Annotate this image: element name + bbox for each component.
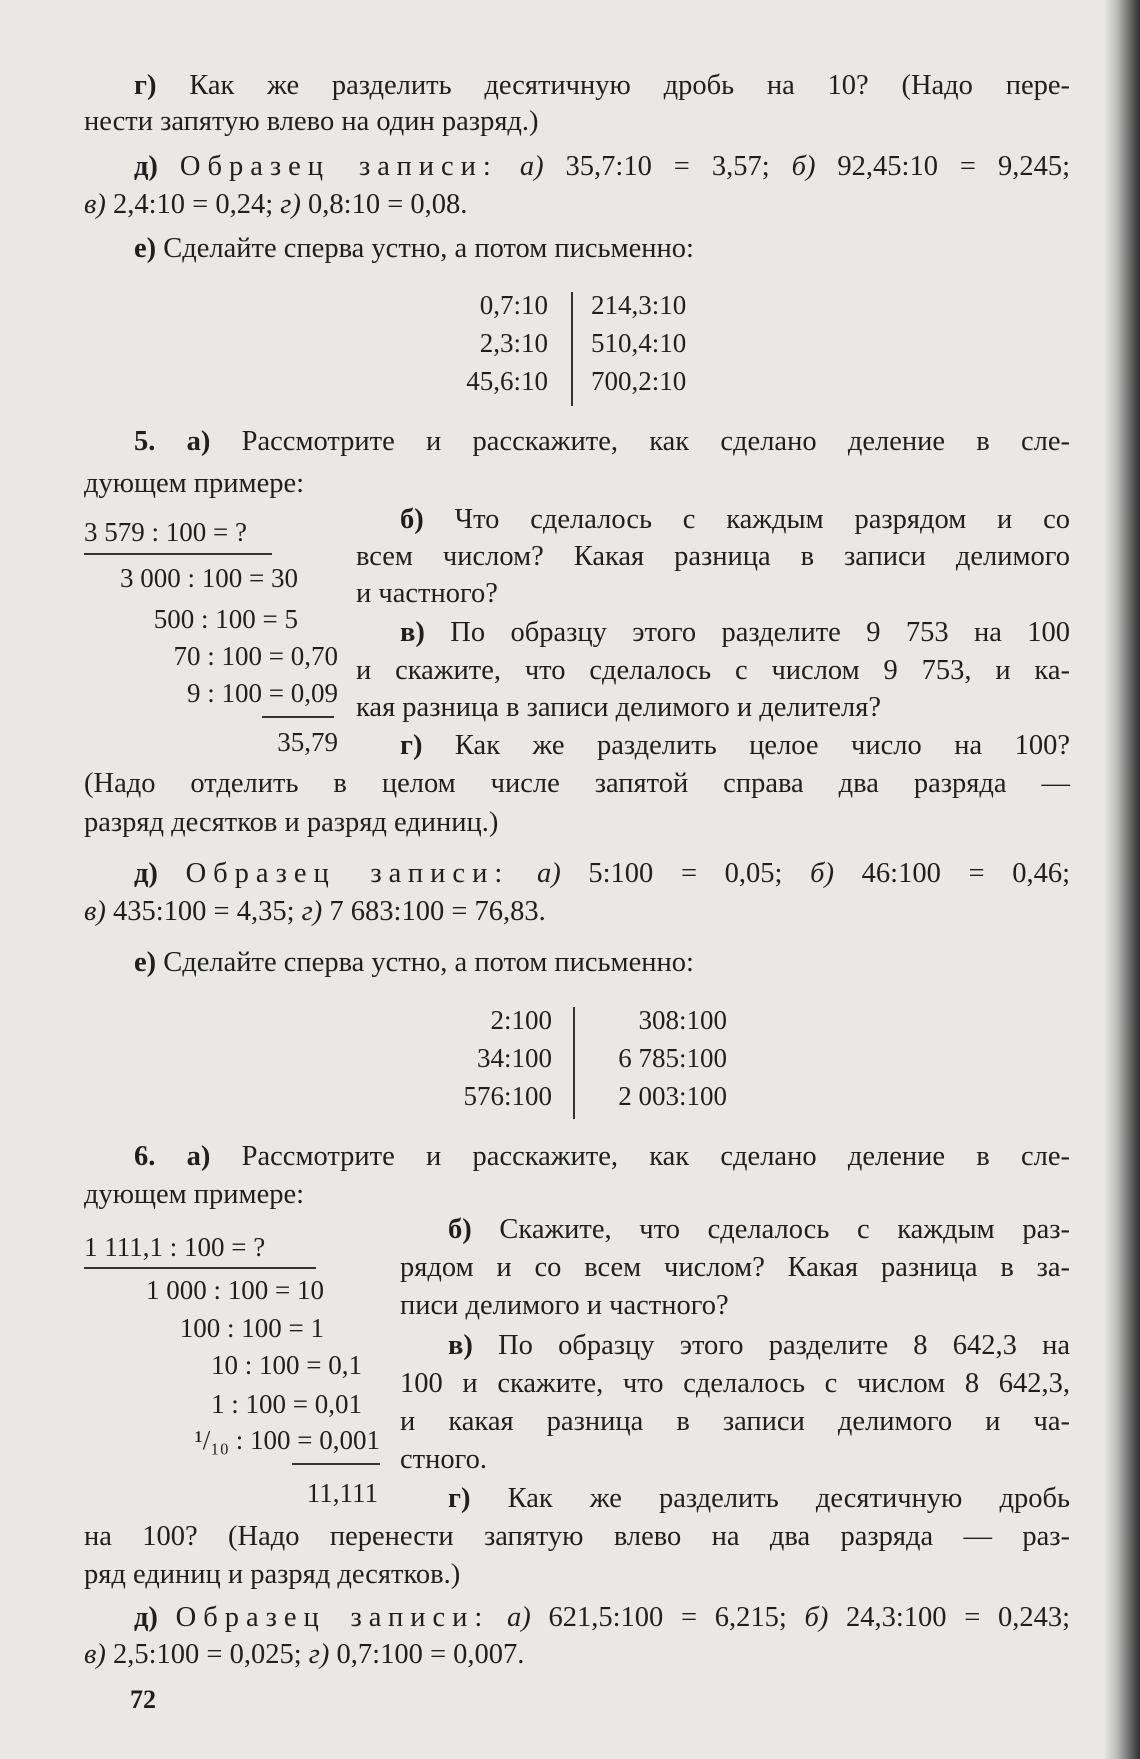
sec5-g-line1 (400, 728, 1070, 764)
sec4-d-g: г) (280, 189, 301, 220)
sec5-v-line1 (400, 615, 1070, 651)
sec5-d-line1 (134, 856, 1070, 892)
sec4-table-right-1: 510,4:10 (591, 328, 687, 358)
sec6-v-line4: стного. (400, 1444, 487, 1475)
sec6-d-g-expr: 0,7:100 = 0,007. (336, 1639, 525, 1670)
sec6-d-b-expr: 24,3:100 = 0,243; (846, 1602, 1071, 1633)
sec5-number: 5. (134, 426, 156, 457)
sec5-d-label: Образец записи: (185, 858, 510, 889)
sec6-b-line3: писи делимого и частного? (400, 1290, 729, 1321)
sec4-table-right-0: 214,3:10 (591, 290, 687, 320)
sec6-example-row-4: ¹/₁₀ : 100 = 0,001 (194, 1425, 380, 1455)
sec6-b-line2: рядом и со всем числом? Какая разница в за- (400, 1252, 1070, 1283)
sec5-example-underline (84, 553, 272, 555)
sec5-d-v: в) (84, 896, 106, 927)
sec6-example-head: 1 111,1 : 100 = ? (84, 1232, 266, 1262)
sec6-d-v: в) (84, 1639, 106, 1670)
sec5-v-marker: в) (400, 617, 425, 648)
sec5-table-right-1: 6 785:100 (618, 1043, 727, 1073)
sec5-a-text1: Рассмотрите и расскажите, как сделано деление в сле- (241, 426, 1071, 457)
sec4-d-g-expr: 0,8:10 = 0,08. (308, 189, 468, 220)
sec4-e-text: Сделайте сперва устно, а потом письменно: (163, 233, 694, 264)
sec4-d-b: б) (791, 151, 816, 182)
sec5-e-marker: е) (134, 947, 157, 978)
sec4-d-label: Образец записи: (179, 151, 498, 182)
sec5-sum-line (262, 716, 334, 718)
sec6-d-a-expr: 621,5:100 = 6,215; (548, 1602, 787, 1633)
sec5-d-v-expr: 435:100 = 4,35; (113, 896, 295, 927)
sec5-g-text1: Как же разделить целое число на 100? (454, 730, 1070, 761)
sec5-example-row-1: 500 : 100 = 5 (153, 604, 298, 634)
sec4-table-left-1: 2,3:10 (479, 328, 548, 358)
sec5-example-sum: 35,79 (277, 727, 338, 757)
sec6-v-text1: По образцу этого разделите 8 642,3 на (498, 1330, 1070, 1361)
page-number: 72 (130, 1685, 156, 1714)
sec5-example-row-3: 9 : 100 = 0,09 (187, 678, 338, 708)
sec4-e-line (134, 231, 694, 267)
sec5-d-a: а) (536, 858, 561, 889)
sec6-g-text1: Как же разделить десятичную дробь (507, 1483, 1071, 1514)
sec6-b-line1 (448, 1212, 1070, 1248)
sec4-d-v: в) (84, 189, 106, 220)
sec6-g-line3: ряд единиц и разряд десятков.) (84, 1559, 461, 1590)
sec6-number: 6. (134, 1141, 156, 1172)
sec6-v-line1 (448, 1328, 1070, 1364)
sec5-v-line2: и скажите, что сделалось с числом 9 753, и ка- (356, 655, 1070, 686)
sec6-v-line3: и какая разница в записи делимого и ча- (400, 1406, 1070, 1437)
sec4-d-line1 (134, 149, 1070, 185)
sec4-g-line2: нести запятую влево на один разряд.) (84, 106, 539, 137)
sec4-e-marker: е) (134, 233, 157, 264)
sec6-g-line2: на 100? (Надо перенести запятую влево на два разряда — раз- (84, 1521, 1070, 1552)
sec6-example-row-2: 10 : 100 = 0,1 (211, 1350, 362, 1380)
sec6-sum-line (292, 1463, 380, 1465)
sec6-example-underline (84, 1267, 316, 1269)
sec4-g-line1 (134, 68, 1070, 104)
sec5-d-b: б) (810, 858, 834, 889)
sec4-d-v-expr: 2,4:10 = 0,24; (113, 189, 274, 220)
sec6-d-marker: д) (134, 1602, 158, 1633)
sec6-v-marker: в) (448, 1330, 473, 1361)
sec4-g-text1: Как же разделить десятичную дробь на 10? (Надо пере- (189, 70, 1070, 101)
sec5-a-marker: а) (186, 426, 211, 457)
sec5-table-divider (573, 1007, 575, 1119)
sec6-b-text1: Скажите, что сделалось с каждым раз- (499, 1214, 1070, 1245)
sec6-d-g: г) (308, 1639, 330, 1670)
sec5-d-b-expr: 46:100 = 0,46; (861, 858, 1071, 889)
sec5-a-line2: дующем примере: (84, 468, 305, 499)
sec5-v-text1: По образцу этого разделите 9 753 на 100 (450, 617, 1071, 648)
sec4-table-divider (571, 292, 573, 406)
sec6-v-line2: 100 и скажите, что сделалось с числом 8 642,3, (400, 1368, 1070, 1399)
sec5-g-marker: г) (400, 730, 423, 761)
sec5-b-line3: и частного? (356, 578, 498, 609)
sec6-d-line1 (134, 1600, 1070, 1636)
sec4-g-marker: г) (134, 70, 157, 101)
sec5-table-left-2: 576:100 (463, 1081, 552, 1111)
sec4-d-a: а) (519, 151, 544, 182)
sec4-d-a-expr: 35,7:10 = 3,57; (565, 151, 770, 182)
sec5-d-g: г) (301, 896, 323, 927)
sec5-table-right-0: 308:100 (638, 1005, 727, 1035)
sec4-d-b-expr: 92,45:10 = 9,245; (837, 151, 1070, 182)
sec5-table-right-2: 2 003:100 (618, 1081, 727, 1111)
sec5-e-text: Сделайте сперва устно, а потом письменно: (163, 947, 694, 978)
sec4-table-left-2: 45,6:10 (466, 366, 548, 396)
sec5-d-a-expr: 5:100 = 0,05; (588, 858, 783, 889)
sec5-table-left-1: 34:100 (476, 1043, 552, 1073)
sec5-e-line (134, 945, 694, 981)
sec4-table-right-2: 700,2:10 (591, 366, 687, 396)
sec5-example-row-2: 70 : 100 = 0,70 (173, 641, 338, 671)
sec5-example-head: 3 579 : 100 = ? (84, 517, 247, 547)
sec5-b-text1: Что сделалось с каждым разрядом и со (454, 504, 1071, 535)
sec6-g-line1 (448, 1481, 1070, 1517)
sec5-table-left-0: 2:100 (490, 1005, 552, 1035)
sec6-example-row-3: 1 : 100 = 0,01 (211, 1389, 362, 1419)
sec6-d-b: б) (804, 1602, 829, 1633)
sec5-g-line3: разряд десятков и разряд единиц.) (84, 807, 499, 838)
sec5-a-line1 (134, 424, 1070, 460)
sec5-v-line3: кая разница в записи делимого и делителя? (356, 692, 881, 723)
sec5-d-line2 (84, 894, 546, 930)
sec5-b-marker: б) (400, 504, 424, 535)
sec6-g-marker: г) (448, 1483, 471, 1514)
page-edge-shadow (1104, 0, 1140, 1759)
sec4-d-line2 (84, 187, 467, 223)
sec6-a-line2: дующем примере: (84, 1179, 305, 1210)
sec6-example-sum: 11,111 (306, 1478, 378, 1508)
sec6-example-row-0: 1 000 : 100 = 10 (146, 1275, 324, 1305)
sec6-example-row-1: 100 : 100 = 1 (179, 1313, 324, 1343)
sec5-d-marker: д) (134, 858, 158, 889)
sec4-table-left-0: 0,7:10 (479, 290, 548, 320)
sec6-b-marker: б) (448, 1214, 472, 1245)
sec6-a-marker: а) (186, 1141, 211, 1172)
sec5-d-g-expr: 7 683:100 = 76,83. (329, 896, 546, 927)
sec6-d-v-expr: 2,5:100 = 0,025; (113, 1639, 302, 1670)
sec5-b-line1 (400, 502, 1070, 538)
sec5-g-line2: (Надо отделить в целом числе запятой справа два разряда — (84, 768, 1070, 799)
sec5-example-row-0: 3 000 : 100 = 30 (120, 563, 298, 593)
sec6-d-line2 (84, 1637, 524, 1673)
sec5-b-line2: всем числом? Какая разница в записи делимого (356, 541, 1070, 572)
sec6-d-a: а) (507, 1602, 531, 1633)
sec6-d-label: Образец записи: (175, 1602, 490, 1633)
sec4-d-marker: д) (134, 151, 158, 182)
sec6-a-text1: Рассмотрите и расскажите, как сделано деление в сле- (241, 1141, 1071, 1172)
sec6-a-line1 (134, 1139, 1070, 1175)
